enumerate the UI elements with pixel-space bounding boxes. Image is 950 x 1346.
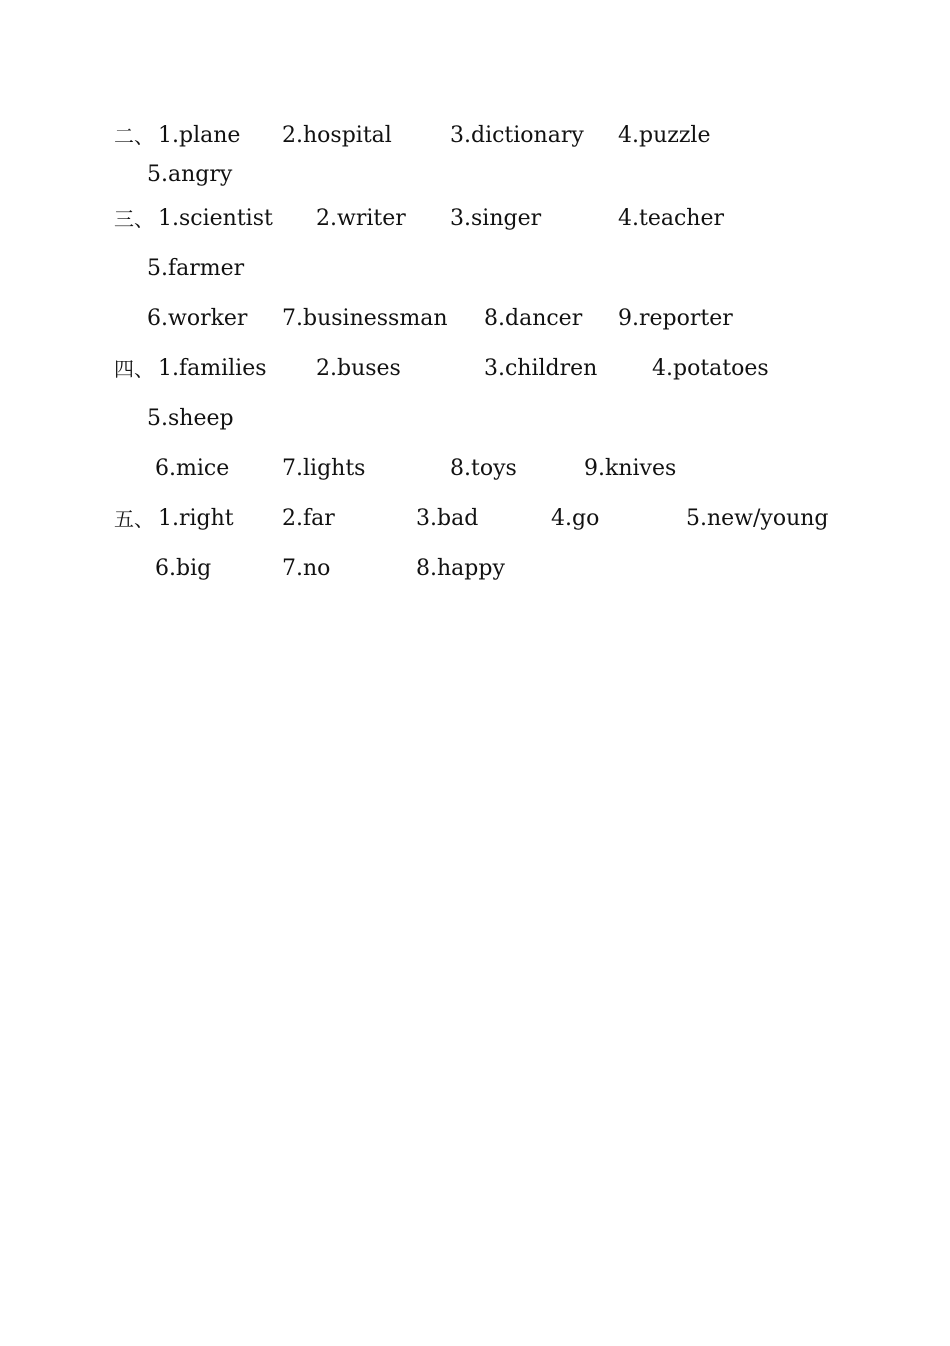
answer-item: 6.worker xyxy=(147,306,248,331)
answer-item: 7.lights xyxy=(282,456,366,481)
answer-item: 4.go xyxy=(551,506,600,531)
answer-item: 5.farmer xyxy=(147,256,245,281)
answer-item: 4.potatoes xyxy=(652,356,769,381)
answer-item: 2.writer xyxy=(316,206,406,231)
answer-item: 3.singer xyxy=(450,206,542,231)
answer-item: 1.right xyxy=(158,506,234,531)
section-marker-4: 四、 xyxy=(114,357,154,381)
answer-item: 9.knives xyxy=(584,456,677,481)
answer-item: 3.dictionary xyxy=(450,123,584,148)
answer-item: 6.mice xyxy=(155,456,230,481)
answer-item: 6.big xyxy=(155,556,212,581)
answer-item: 1.scientist xyxy=(158,206,273,231)
answer-item: 7.businessman xyxy=(282,306,448,331)
answer-item: 4.puzzle xyxy=(618,123,711,148)
answer-item: 5.angry xyxy=(147,162,233,187)
answer-item: 3.children xyxy=(484,356,598,381)
answer-item: 2.buses xyxy=(316,356,401,381)
answer-item: 7.no xyxy=(282,556,331,581)
section-marker-3: 三、 xyxy=(114,207,154,231)
section-marker-2: 二、 xyxy=(114,124,154,148)
answer-item: 8.happy xyxy=(416,556,505,581)
answer-item: 4.teacher xyxy=(618,206,724,231)
answer-item: 3.bad xyxy=(416,506,479,531)
answer-item: 8.toys xyxy=(450,456,517,481)
answer-item: 9.reporter xyxy=(618,306,733,331)
answer-item: 5.new/young xyxy=(686,506,829,531)
answer-item: 5.sheep xyxy=(147,406,234,431)
answer-item: 2.hospital xyxy=(282,123,392,148)
answer-item: 1.plane xyxy=(158,123,241,148)
answer-item: 8.dancer xyxy=(484,306,583,331)
answer-item: 2.far xyxy=(282,506,335,531)
section-marker-5: 五、 xyxy=(114,507,154,531)
answer-item: 1.families xyxy=(158,356,267,381)
